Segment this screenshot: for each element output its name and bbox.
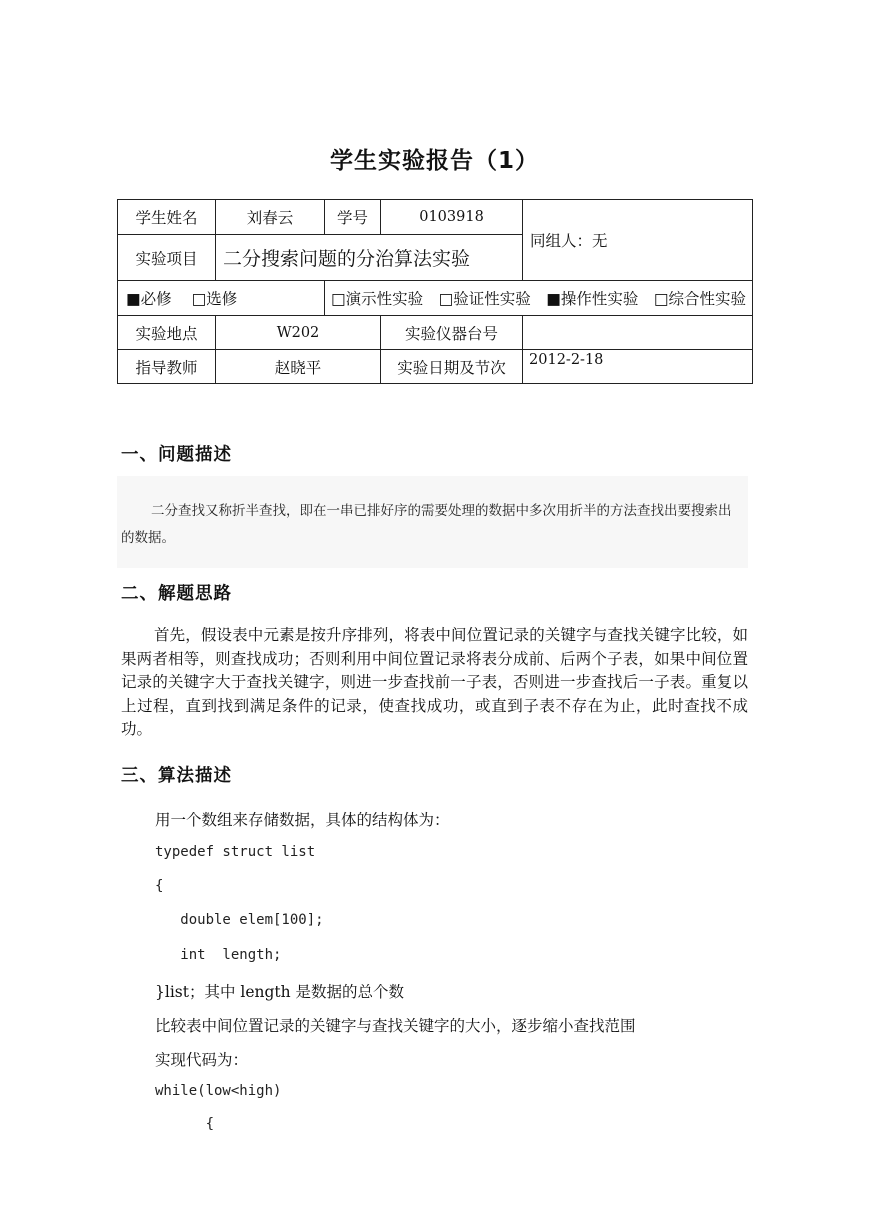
location: W202 xyxy=(216,316,381,350)
course-elective-option: □选修 xyxy=(191,290,238,308)
info-table xyxy=(117,199,753,384)
experiment-type-operate: ■操作性实验 xyxy=(546,290,639,308)
code-line: double elem[100]; xyxy=(155,912,324,928)
code-line: { xyxy=(155,1116,215,1132)
student-id: 0103918 xyxy=(381,200,523,235)
code-line: { xyxy=(155,878,164,894)
algorithm-line: 用一个数组来存储数据，具体的结构体为： xyxy=(155,811,450,829)
teacher: 赵晓平 xyxy=(216,350,381,384)
report-title: 学生实验报告（1） xyxy=(329,148,539,174)
algorithm-line: 比较表中间位置记录的关键字与查找关键字的大小，逐步缩小查找范围 xyxy=(155,1017,636,1035)
code-line: typedef struct list xyxy=(155,844,316,860)
section-heading-algorithm: 三、算法描述 xyxy=(121,766,232,786)
approach-paragraph xyxy=(121,624,748,742)
student-name: 刘春云 xyxy=(216,200,325,235)
code-line: }list；其中 length 是数据的总个数 xyxy=(155,983,405,1001)
teacher-label: 指导教师 xyxy=(118,350,216,384)
instrument-label: 实验仪器台号 xyxy=(381,316,523,350)
problem-description-box xyxy=(117,476,748,568)
instrument xyxy=(523,316,753,350)
experiment-type-demo: □演示性实验 xyxy=(331,290,424,308)
section-heading-approach: 二、解题思路 xyxy=(121,584,232,604)
experiment-type-verify: □验证性实验 xyxy=(438,290,531,308)
student-id-label: 学号 xyxy=(325,200,381,235)
experiment-date: 2012-2-18 xyxy=(523,350,753,384)
course-required-option: ■必修 xyxy=(126,290,172,308)
approach-text: 首先，假设表中元素是按升序排列，将表中间位置记录的关键字与查找关键字比较，如果两者相等，则查找成功；否则利用中间位置记录将表分成前、后两个子表，如果中间位置记录的关键字大于查找关键字，则进一步查找前一子表，否则进一步查找后一子表。重复以上过程，直到找到满足条件的记录，使查找成功，或直到子表不存在为止，此时查找不成功。 xyxy=(121,626,748,738)
project-label: 实验项目 xyxy=(118,235,216,281)
experiment-type-comprehensive: □综合性实验 xyxy=(653,290,746,308)
section-heading-problem: 一、问题描述 xyxy=(121,445,232,465)
code-line: int length; xyxy=(155,947,282,963)
date-label: 实验日期及节次 xyxy=(381,350,523,384)
algorithm-line: 实现代码为： xyxy=(155,1051,249,1069)
project-name: 二分搜索问题的分治算法实验 xyxy=(216,235,523,281)
group-partner: 同组人：无 xyxy=(523,200,753,281)
student-name-label: 学生姓名 xyxy=(118,200,216,235)
course-type-cell xyxy=(118,281,325,316)
experiment-type-cell xyxy=(325,281,753,316)
location-label: 实验地点 xyxy=(118,316,216,350)
problem-description: 二分查找又称折半查找，即在一串已排好序的需要处理的数据中多次用折半的方法查找出要搜索出的数据。 xyxy=(121,503,732,546)
code-line: while(low<high) xyxy=(155,1083,282,1099)
